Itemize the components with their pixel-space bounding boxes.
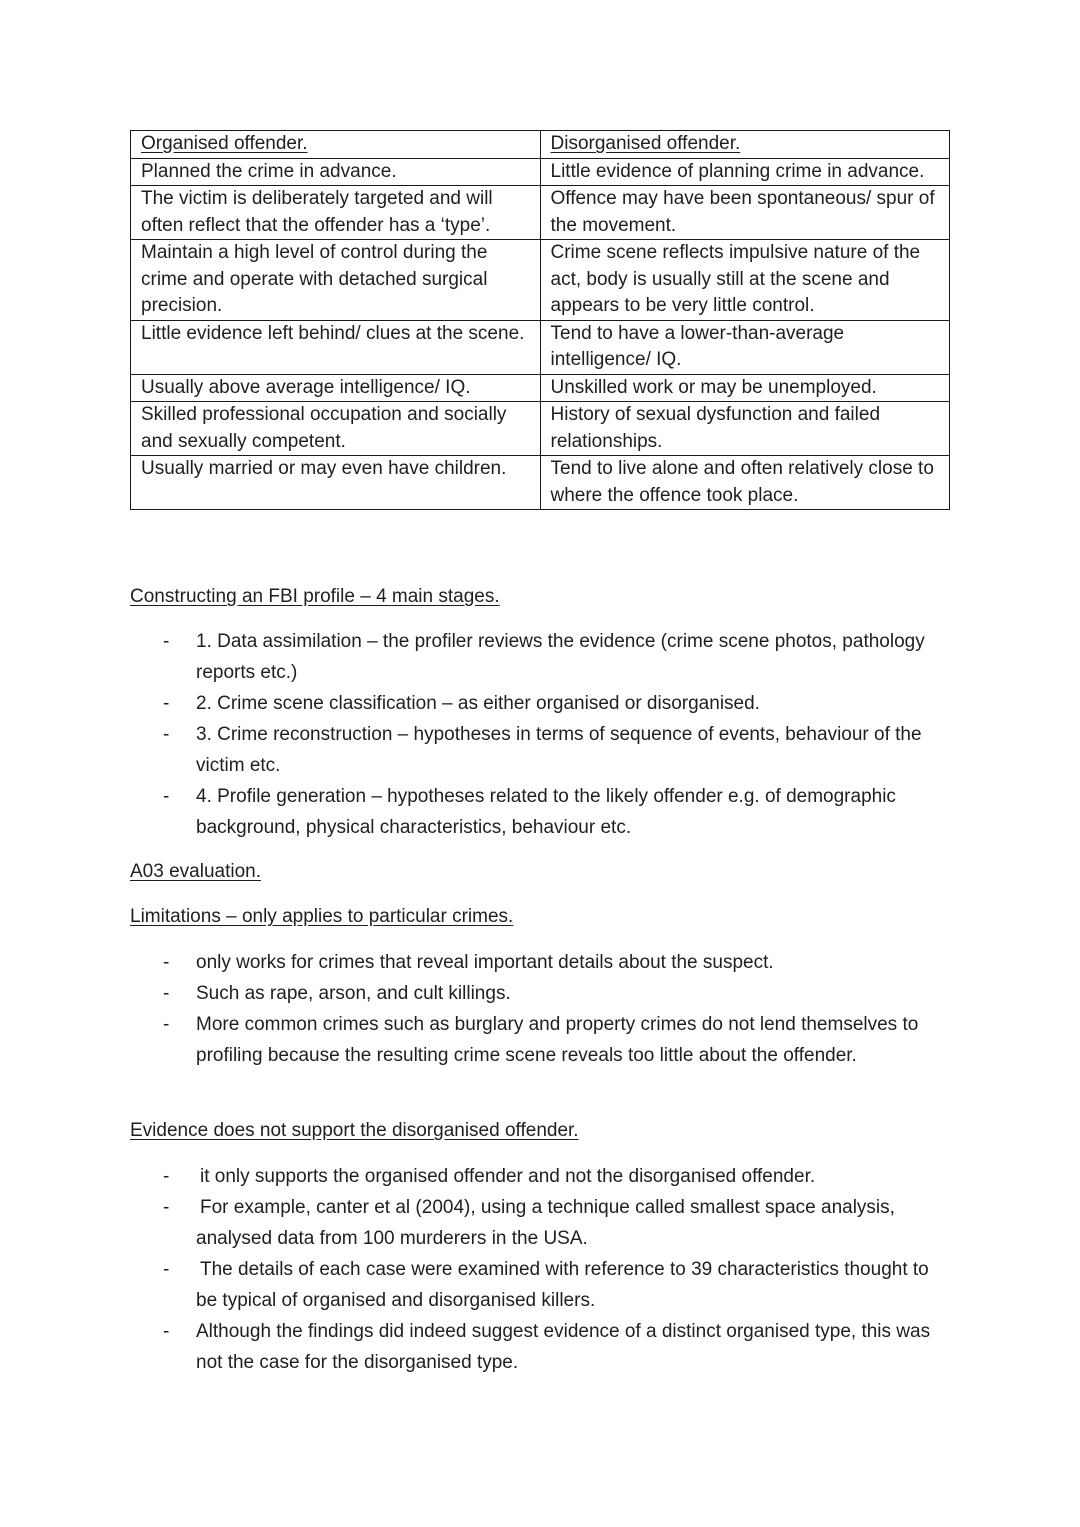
table-cell-organised: Usually married or may even have children.	[131, 456, 541, 510]
list-item	[130, 1254, 950, 1316]
table-cell-disorganised: Little evidence of planning crime in advance.	[540, 158, 950, 186]
limitations-heading: Limitations – only applies to particular crimes.	[130, 906, 514, 927]
list-item: - only works for crimes that reveal important details about the suspect.	[130, 947, 950, 978]
table-cell-organised: The victim is deliberately targeted and will often reflect that the offender has a ‘type’.	[131, 186, 541, 240]
table-cell-organised: Usually above average intelligence/ IQ.	[131, 374, 541, 402]
list-item	[130, 1192, 950, 1254]
table-row	[131, 374, 950, 402]
table-row	[131, 320, 950, 374]
document-page	[130, 130, 950, 1373]
table-row	[131, 186, 950, 240]
table-cell-organised: Little evidence left behind/ clues at the scene.	[131, 320, 541, 374]
table-cell-disorganised: Offence may have been spontaneous/ spur of the movement.	[540, 186, 950, 240]
table-cell-disorganised: History of sexual dysfunction and failed relationships.	[540, 402, 950, 456]
evaluation-heading: A03 evaluation.	[130, 861, 261, 882]
table-cell-organised: Maintain a high level of control during the crime and operate with detached surgical precision.	[131, 240, 541, 321]
list-item-text: it only supports the organised offender and not the disorganised offender.	[200, 1166, 816, 1187]
list-item: - 4. Profile generation – hypotheses related to the likely offender e.g. of demographic background, physical characteristics, behaviour etc.	[130, 781, 950, 843]
list-item: - Although the findings did indeed suggest evidence of a distinct organised type, this was not the case for the disorganised type.	[130, 1316, 950, 1378]
table-cell-organised: Planned the crime in advance.	[131, 158, 541, 186]
fbi-profile-stages-list	[130, 626, 950, 843]
table-cell-disorganised: Unskilled work or may be unemployed.	[540, 374, 950, 402]
table-cell-disorganised: Tend to live alone and often relatively close to where the offence took place.	[540, 456, 950, 510]
disorganised-evidence-heading: Evidence does not support the disorganised offender.	[130, 1120, 579, 1141]
list-item-text: The details of each case were examined with reference to 39 characteristics thought to be typical of organised and disorganised killers.	[196, 1259, 929, 1311]
disorganised-evidence-list	[130, 1161, 950, 1378]
fbi-profile-heading: Constructing an FBI profile – 4 main stages.	[130, 586, 500, 607]
table-row	[131, 158, 950, 186]
table-row	[131, 131, 950, 159]
list-item: - Such as rape, arson, and cult killings.	[130, 978, 950, 1009]
table-cell-disorganised: Tend to have a lower-than-average intelligence/ IQ.	[540, 320, 950, 374]
list-item: - More common crimes such as burglary and property crimes do not lend themselves to profiling because the resulting crime scene reveals too little about the offender.	[130, 1009, 950, 1071]
table-cell-disorganised: Crime scene reflects impulsive nature of the act, body is usually still at the scene and appears to be very little control.	[540, 240, 950, 321]
table-row	[131, 402, 950, 456]
list-item: - 2. Crime scene classification – as either organised or disorganised.	[130, 688, 950, 719]
table-row	[131, 240, 950, 321]
limitations-list	[130, 947, 950, 1071]
list-item: - 1. Data assimilation – the profiler reviews the evidence (crime scene photos, pathology reports etc.)	[130, 626, 950, 688]
table-cell-organised: Skilled professional occupation and socially and sexually competent.	[131, 402, 541, 456]
table-header-organised: Organised offender.	[131, 131, 541, 159]
list-item: - 3. Crime reconstruction – hypotheses in terms of sequence of events, behaviour of the victim etc.	[130, 719, 950, 781]
offender-comparison-table	[130, 130, 950, 510]
list-item-text: For example, canter et al (2004), using a technique called smallest space analysis, analysed data from 100 murderers in the USA.	[196, 1197, 895, 1249]
list-item	[130, 1161, 950, 1192]
table-row	[131, 456, 950, 510]
table-header-disorganised: Disorganised offender.	[540, 131, 950, 159]
